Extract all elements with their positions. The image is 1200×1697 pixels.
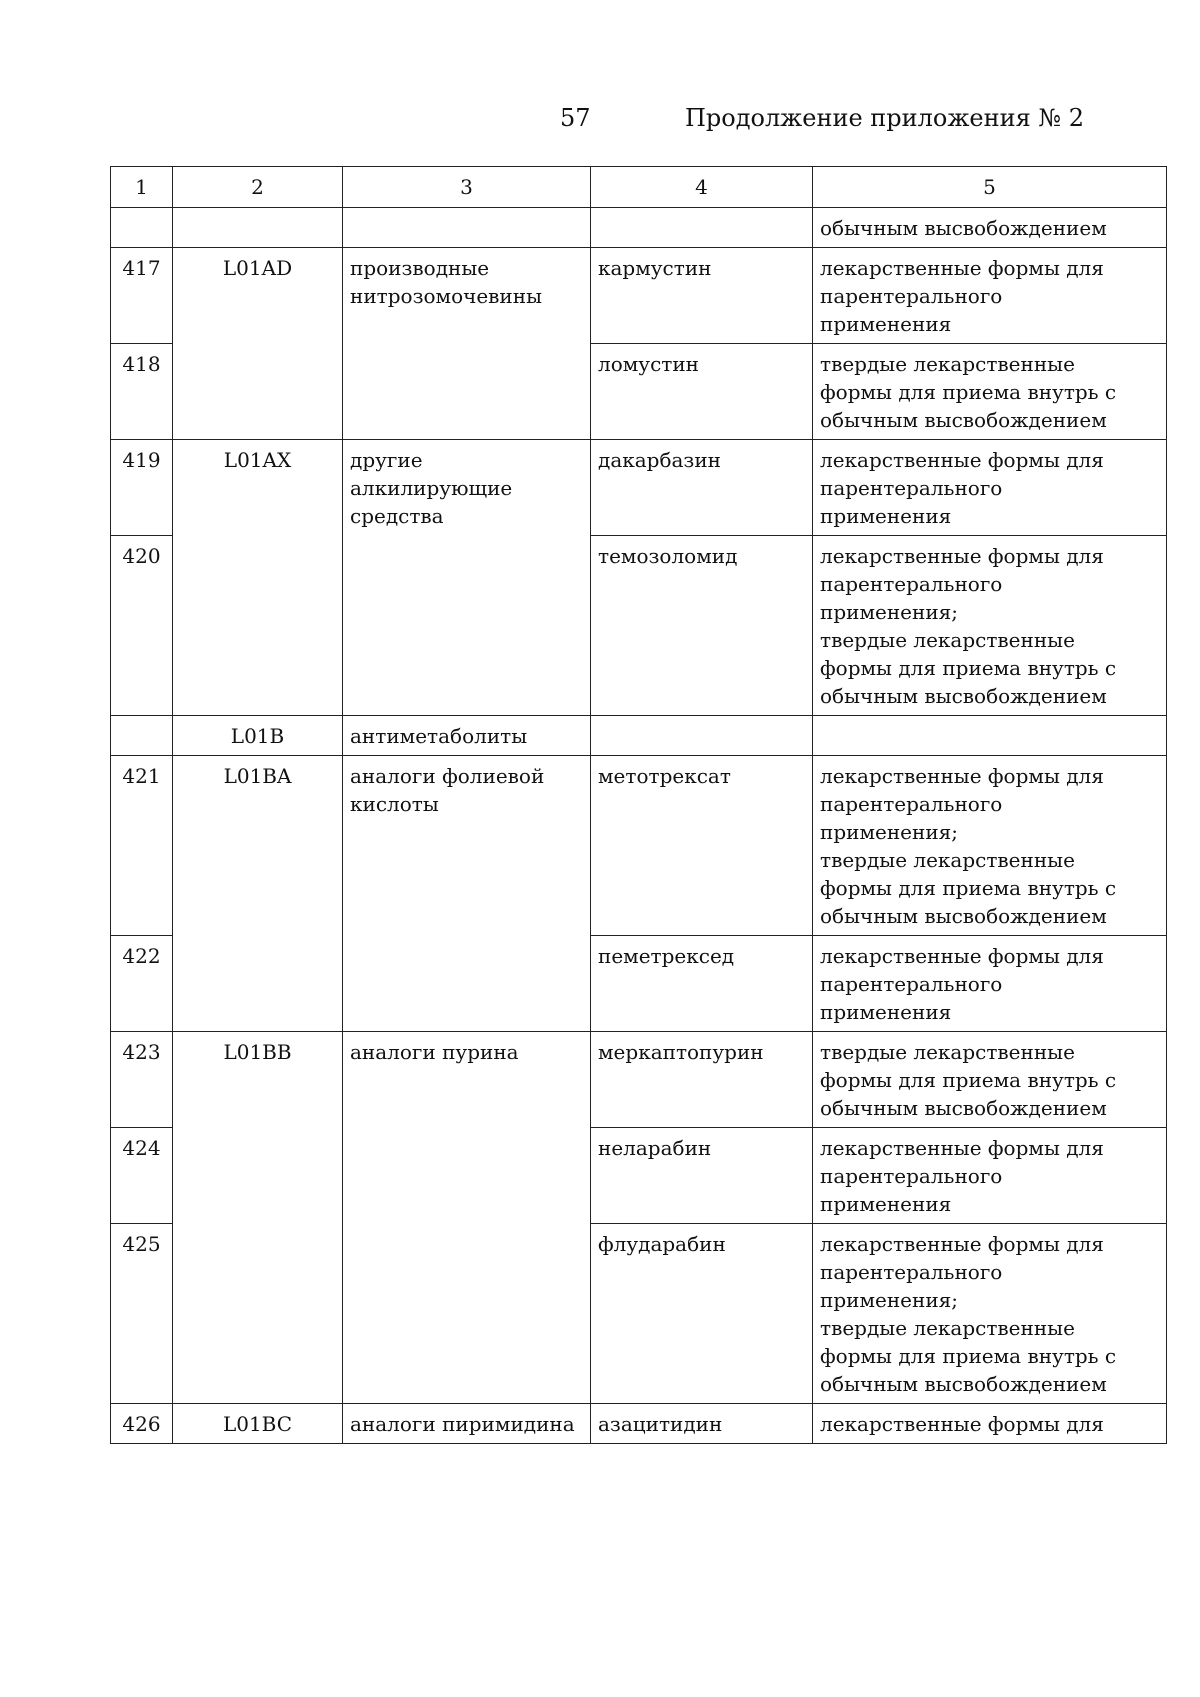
drug-name: пеметрексед: [591, 936, 813, 1032]
drug-table: [110, 166, 1167, 1444]
column-header: 4: [591, 167, 813, 208]
dosage-forms: лекарственные формы для парентерального применения: [813, 1128, 1167, 1224]
column-header: 3: [343, 167, 591, 208]
atc-code: L01BC: [173, 1404, 343, 1444]
atc-code: L01AX: [173, 440, 343, 716]
dosage-forms: лекарственные формы для парентерального применения; твердые лекарственные формы для приема внутрь с обычным высвобождением: [813, 1224, 1167, 1404]
atc-code: L01BA: [173, 756, 343, 1032]
row-number: 418: [111, 344, 173, 440]
dosage-forms: лекарственные формы для парентерального применения; твердые лекарственные формы для приема внутрь с обычным высвобождением: [813, 536, 1167, 716]
drug-name: дакарбазин: [591, 440, 813, 536]
row-number: 421: [111, 756, 173, 936]
empty-cell: [813, 716, 1167, 756]
empty-cell: [173, 208, 343, 248]
drug-name: ломустин: [591, 344, 813, 440]
dosage-forms: лекарственные формы для парентерального применения: [813, 440, 1167, 536]
row-number: 419: [111, 440, 173, 536]
empty-cell: [111, 716, 173, 756]
row-number: 425: [111, 1224, 173, 1404]
group-name: производные нитрозомочевины: [343, 248, 591, 440]
empty-cell: [591, 716, 813, 756]
group-name: антиметаболиты: [343, 716, 591, 756]
page-number: 57: [560, 104, 591, 132]
drug-name: метотрексат: [591, 756, 813, 936]
table-row-section: [111, 716, 1167, 756]
drug-name: темозоломид: [591, 536, 813, 716]
table-row: [111, 1404, 1167, 1444]
group-name: другие алкилирующие средства: [343, 440, 591, 716]
atc-code: L01B: [173, 716, 343, 756]
dosage-forms: твердые лекарственные формы для приема внутрь с обычным высвобождением: [813, 1032, 1167, 1128]
row-number: 417: [111, 248, 173, 344]
dosage-forms: лекарственные формы для парентерального применения; твердые лекарственные формы для приема внутрь с обычным высвобождением: [813, 756, 1167, 936]
drug-name: неларабин: [591, 1128, 813, 1224]
table-row-carry-over: [111, 208, 1167, 248]
table-row: [111, 1032, 1167, 1128]
dosage-forms: лекарственные формы для: [813, 1404, 1167, 1444]
column-header: 5: [813, 167, 1167, 208]
empty-cell: [591, 208, 813, 248]
drug-name: меркаптопурин: [591, 1032, 813, 1128]
continuation-title: Продолжение приложения № 2: [684, 104, 1084, 132]
table-row: [111, 248, 1167, 344]
column-header: 1: [111, 167, 173, 208]
table-row: [111, 440, 1167, 536]
group-name: аналоги пурина: [343, 1032, 591, 1404]
row-number: 423: [111, 1032, 173, 1128]
atc-code: L01AD: [173, 248, 343, 440]
drug-name: азацитидин: [591, 1404, 813, 1444]
row-number: 424: [111, 1128, 173, 1224]
drug-name: флударабин: [591, 1224, 813, 1404]
table-header-row: [111, 167, 1167, 208]
row-number: 420: [111, 536, 173, 716]
table-row: [111, 756, 1167, 936]
dosage-forms: лекарственные формы для парентерального применения: [813, 248, 1167, 344]
empty-cell: [343, 208, 591, 248]
empty-cell: [111, 208, 173, 248]
column-header: 2: [173, 167, 343, 208]
dosage-forms: лекарственные формы для парентерального применения: [813, 936, 1167, 1032]
atc-code: L01BB: [173, 1032, 343, 1404]
row-number: 422: [111, 936, 173, 1032]
group-name: аналоги пиримидина: [343, 1404, 591, 1444]
forms-cell: обычным высвобождением: [813, 208, 1167, 248]
group-name: аналоги фолиевой кислоты: [343, 756, 591, 1032]
drug-name: кармустин: [591, 248, 813, 344]
dosage-forms: твердые лекарственные формы для приема внутрь с обычным высвобождением: [813, 344, 1167, 440]
row-number: 426: [111, 1404, 173, 1444]
